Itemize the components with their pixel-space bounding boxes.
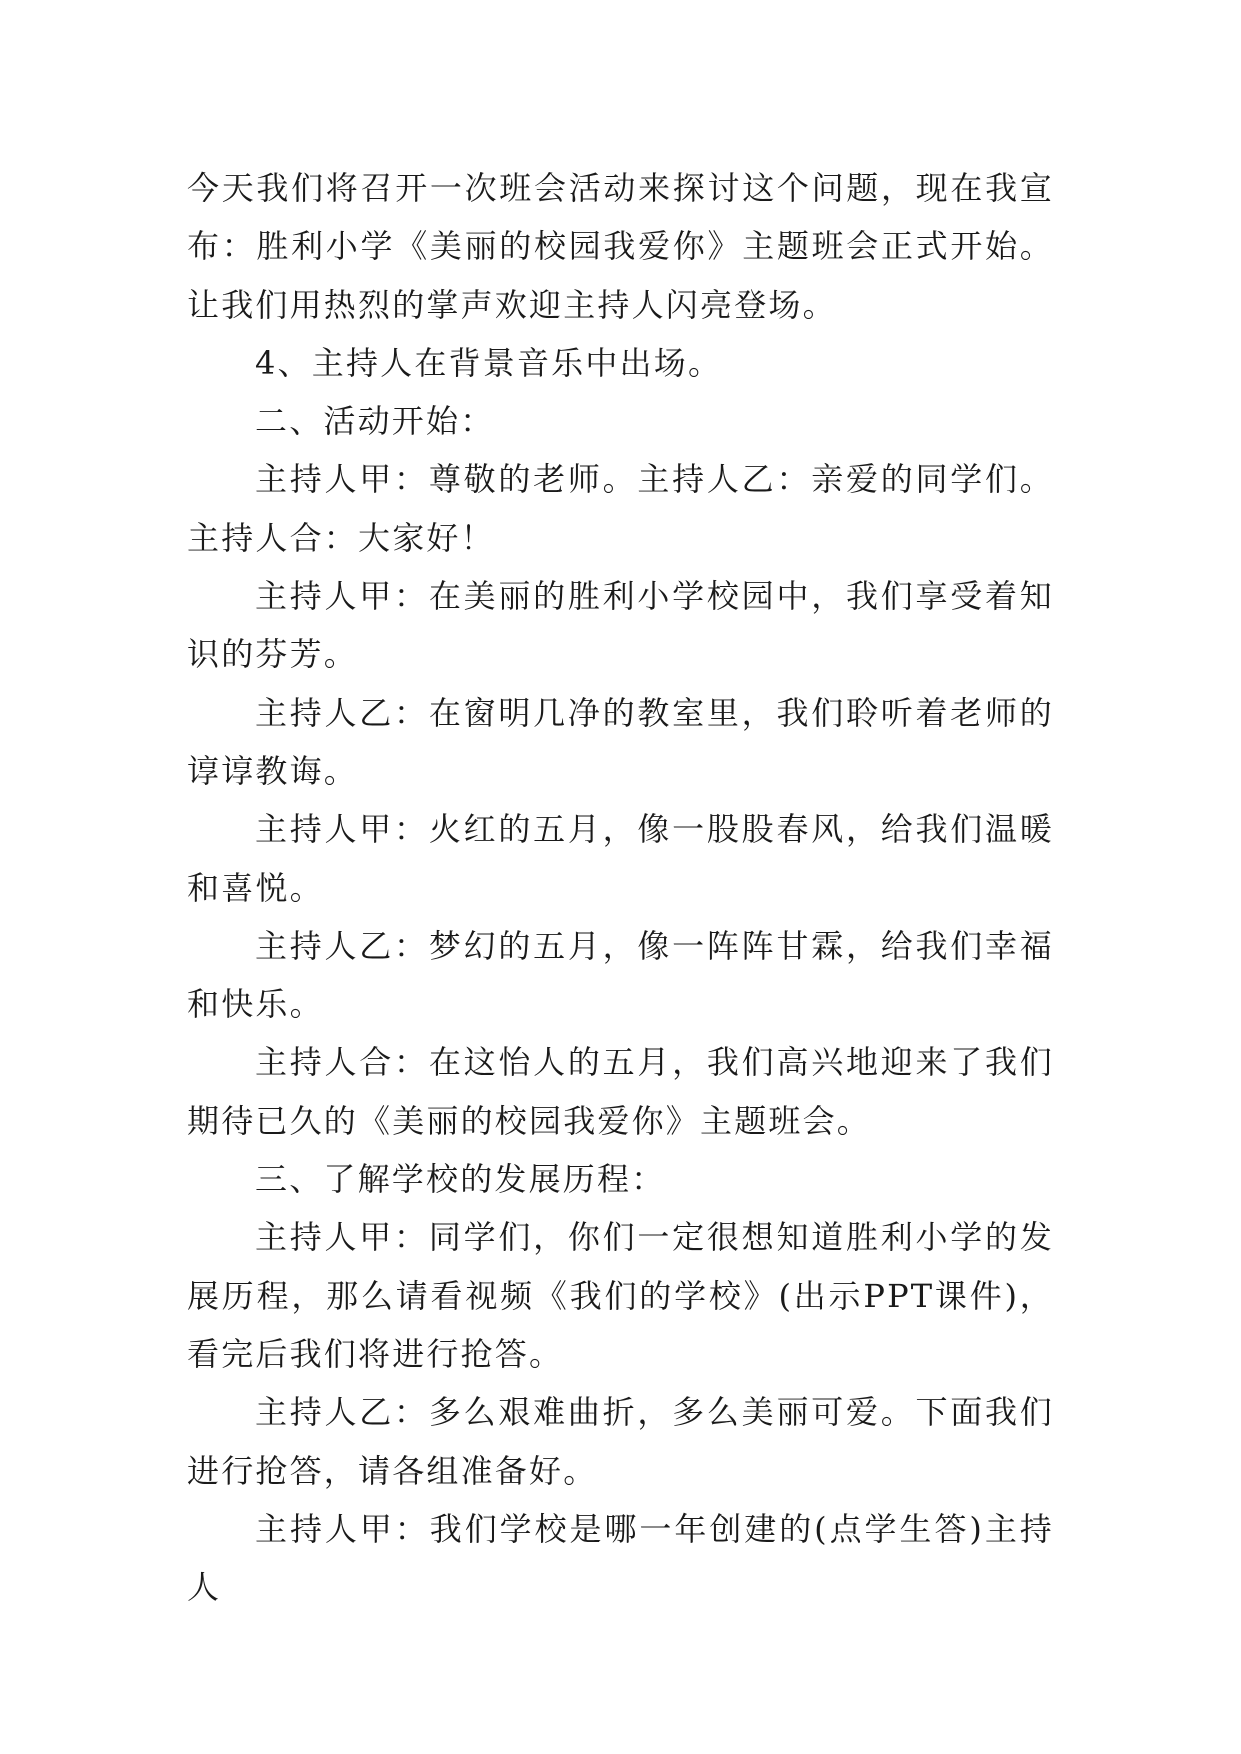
document-body (187, 159, 1054, 1616)
paragraph-host-a-3: 主持人甲：同学们，你们一定很想知道胜利小学的发展历程，那么请看视频《我们的学校》(出示PPT课件)，看完后我们将进行抢答。 (187, 1218, 1054, 1373)
paragraph-host-b-2: 主持人乙：梦幻的五月，像一阵阵甘霖，给我们幸福和快乐。 (187, 926, 1054, 1024)
paragraph-host-b-3: 主持人乙：多么艰难曲折，多么美丽可爱。下面我们进行抢答，请各组准备好。 (187, 1393, 1054, 1490)
paragraph-greeting: 主持人甲：尊敬的老师。主持人乙：亲爱的同学们。主持人合：大家好！ (187, 460, 1054, 557)
paragraph-host-a-1: 主持人甲：在美丽的胜利小学校园中，我们享受着知识的芬芳。 (187, 577, 1054, 674)
paragraph-host-entrance: 4、主持人在背景音乐中出场。 (255, 343, 723, 382)
section-heading-school-history: 三、了解学校的发展历程： (255, 1160, 666, 1199)
paragraph-intro: 今天我们将召开一次班会活动来探讨这个问题，现在我宣布：胜利小学《美丽的校园我爱你》主题班会正式开始。让我们用热烈的掌声欢迎主持人闪亮登场。 (187, 169, 1054, 324)
paragraph-host-a-2: 主持人甲：火红的五月，像一股股春风，给我们温暖和喜悦。 (187, 810, 1054, 907)
section-heading-activity-start: 二、活动开始： (255, 402, 495, 441)
paragraph-host-a-4: 主持人甲：我们学校是哪一年创建的(点学生答)主持人 (187, 1509, 1054, 1607)
paragraph-hosts-together: 主持人合：在这怡人的五月，我们高兴地迎来了我们期待已久的《美丽的校园我爱你》主题班会。 (187, 1043, 1054, 1140)
paragraph-host-b-1: 主持人乙：在窗明几净的教室里，我们聆听着老师的谆谆教诲。 (187, 693, 1054, 790)
